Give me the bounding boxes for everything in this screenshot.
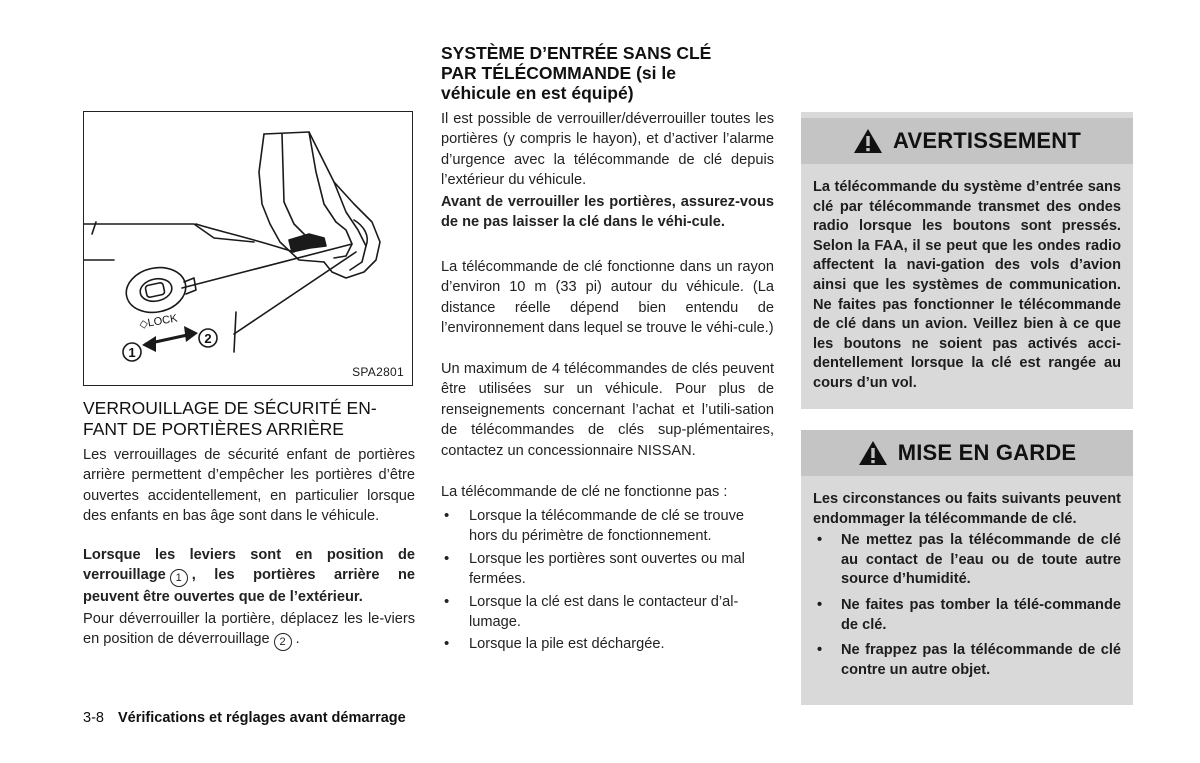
paragraph: La télécommande de clé fonctionne dans un rayon d’environ 10 m (33 pi) autour du véhicule. (La distance réelle dépend bien entendu de l’environnement dans lequel se trouve le véhi-cule.) [441,259,774,337]
text: . [295,631,300,648]
bold-text: Lorsque les leviers sont en position de verrouillage [83,547,415,584]
list-item: • Ne mettez pas la télécommande de clé au contact de l’eau ou de toute autre source d’humidité. [813,531,1121,590]
bold-paragraph [83,545,415,608]
paragraph: La télécommande de clé ne fonctionne pas : [441,484,728,500]
warning-triangle-icon [858,440,888,466]
list-item: • Lorsque les portières sont ouvertes ou mal fermées. [441,549,774,590]
marker-2: 2 [204,331,212,346]
paragraph: Il est possible de verrouiller/déverrouiller toutes les portières (y compris le hayon), et d’activer l’alarme d’urgence avec la télécommande de clé depuis l’extérieur du véhicule. [441,111,774,189]
paragraph [83,609,415,651]
list-item: • Ne faites pas tomber la télé-commande de clé. [813,596,1121,635]
page-footer [83,710,406,726]
circle-marker-1: 1 [170,569,188,587]
caution-intro: Les circonstances ou faits suivants peuvent endommager la télécommande de clé. [813,491,1121,527]
circle-marker-2: 2 [274,633,292,651]
warning-title: AVERTISSEMENT [893,128,1081,153]
chapter-title: Vérifications et réglages avant démarrage [118,710,406,726]
condition-list [441,506,774,657]
section-title-keyless-entry [441,43,771,103]
door-lock-drawing [84,112,413,386]
caution-body [801,482,1133,680]
title-line: véhicule en est équipé) [441,83,634,103]
list-item: • Lorsque la télécommande de clé se trouve hors du périmètre de fonctionnement. [441,506,774,547]
door-lock-illustration [83,111,413,386]
marker-1: 1 [128,345,136,360]
paragraph: Un maximum de 4 télécommandes de clés peuvent être utilisées sur un véhicule. Pour plus de renseignements concernant l’achat et l’utili-sation de télécommandes de clés sup-plémentaires, contactez un concessionnaire NISSAN. [441,361,774,459]
page-number: 3-8 [83,710,104,726]
warning-box [801,112,1133,409]
lock-label: ◇LOCK [138,312,179,331]
title-line: PAR TÉLÉCOMMANDE (si le [441,63,676,83]
text: Pour déverrouiller la portière, déplacez les le-viers en position de déverrouillage [83,611,415,648]
list-item: • Lorsque la clé est dans le contacteur d’al-lumage. [441,592,774,633]
caution-list [813,531,1121,680]
caution-box [801,430,1133,705]
section-title-child-lock: VERROUILLAGE DE SÉCURITÉ EN-FANT DE PORTIÈRES ARRIÈRE [83,398,377,439]
caution-title: MISE EN GARDE [897,440,1077,465]
warning-header [801,118,1133,164]
bold-text: , les portières arrière ne peuvent être ouvertes que de l’extérieur. [83,567,415,606]
caution-header [801,430,1133,476]
warning-text: La télécommande du système d’entrée sans clé par télécommande transmet des ondes radio lorsque les boutons sont pressés. Selon la FAA, il se peut que les ondes radio affectent la navi-gation des vols d’avion ainsi que les systèmes de communication. Ne faites pas fonctionner le télécommande de clé dans un avion. Veillez bien à ce que les boutons ne soient pas activés acci-dentellement lorsque la clé est rangée au cours d’un vol. [813,179,1121,391]
bold-paragraph: Avant de verrouiller les portières, assurez-vous de ne pas laisser la clé dans le véhi-cule. [441,194,774,231]
list-item: • Lorsque la pile est déchargée. [441,634,774,654]
paragraph: Les verrouillages de sécurité enfant de portières arrière permettent d’empêcher les portières d’être ouvertes accidentellement, en particulier lorsque des enfants en bas âge sont dans le véhicule. [83,447,415,525]
title-line: SYSTÈME D’ENTRÉE SANS CLÉ [441,43,712,63]
list-item: • Ne frappez pas la télécommande de clé contre un autre objet. [813,641,1121,680]
figure-code: SPA2801 [352,365,404,379]
warning-triangle-icon [853,128,883,154]
